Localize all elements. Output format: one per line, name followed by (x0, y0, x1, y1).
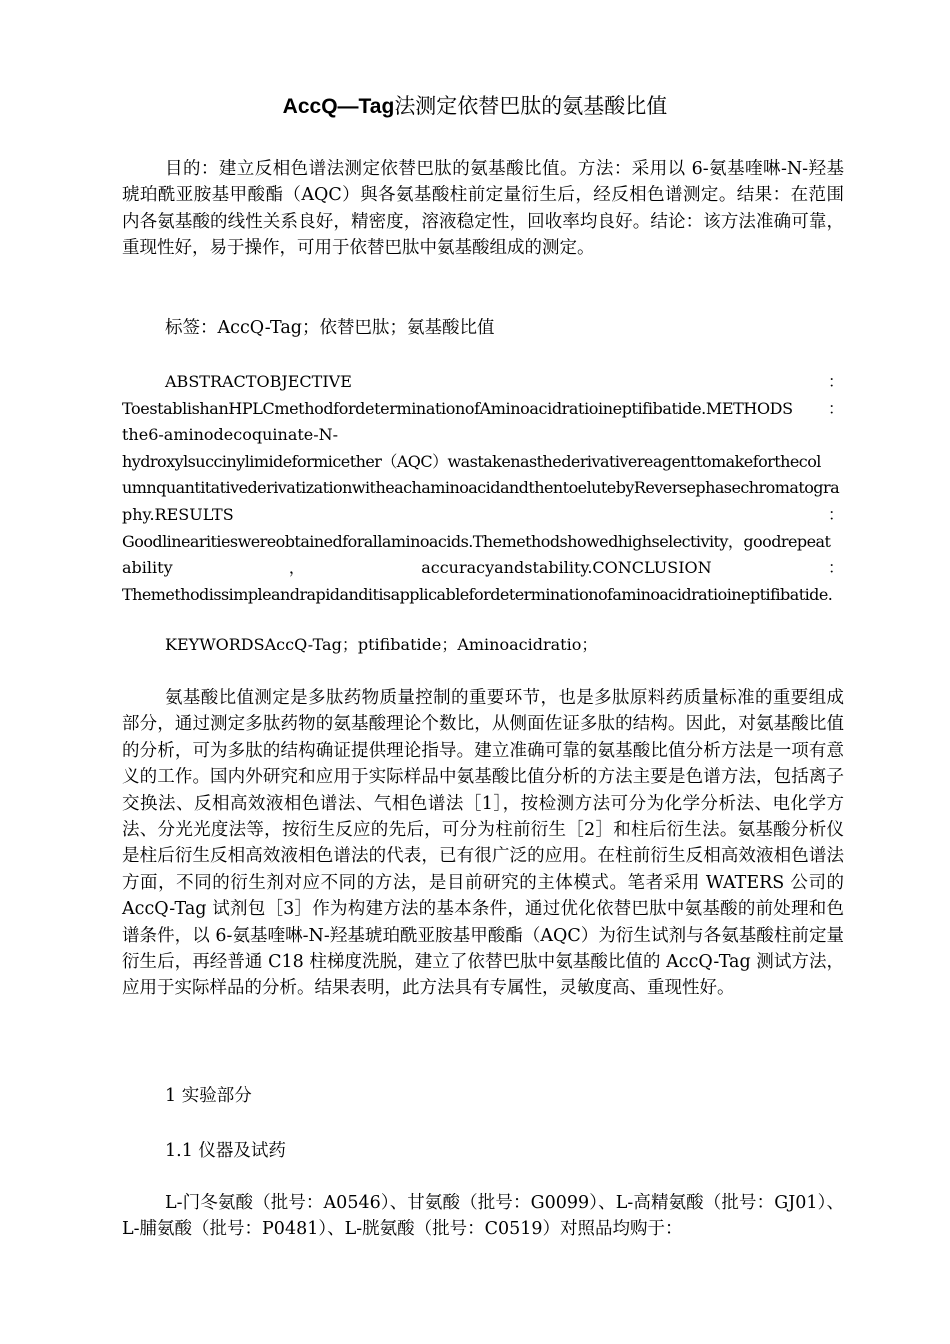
abstract-en-text: accuracyandstability.CONCLUSION (421, 558, 712, 578)
abstract-en-text: ， (288, 558, 305, 578)
abstract-en-line (122, 529, 844, 556)
abstract-en-text: ToestablishanHPLCmethodfordeterminationofAminoacidratioineptifibatide.METHODS (122, 398, 793, 418)
abstract-en-line (122, 449, 844, 476)
title-method-name: AccQ—Tag (282, 95, 395, 118)
document-title (0, 92, 950, 121)
introduction-paragraph: 氨基酸比值测定是多肽药物质量控制的重要环节，也是多肽原料药质量标准的重要组成部分，通过测定多肽药物的氨基酸理论个数比，从侧面佐证多肽的结构。因此，对氨基酸比值的分析，可为多肽的结构确证提供理论指导。建立准确可靠的氨基酸比值分析方法是一项有意义的工作。国内外研究和应用于实际样品中氨基酸比值分析的方法主要是色谱方法，包括离子交换法、反相高效液相色谱法、气相色谱法［1］，按检测方法可分为化学分析法、电化学方法、分光光度法等，按衍生反应的先后，可分为柱前衍生［2］和柱后衍生法。氨基酸分析仪是柱后衍生反相高效液相色谱法的代表，已有很广泛的应用。在柱前衍生反相高效液相色谱法方面，不同的衍生剂对应不同的方法，是目前研究的主体模式。笔者采用 WATERS 公司的 AccQ-Tag 试剂包［3］作为构建方法的基本条件，通过优化依替巴肽中氨基酸的前处理和色谱条件，以 6-氨基喹啉-N-羟基琥珀酰亚胺基甲酸酯（AQC）为衍生试剂与各氨基酸柱前定量衍生后，再经普通 C18 柱梯度洗脱，建立了依替巴肽中氨基酸比值的 AccQ-Tag 测试方法，应用于实际样品的分析。结果表明，此方法具有专属性，灵敏度高、重现性好。 (122, 688, 844, 999)
abstract-en-text: ability (122, 558, 173, 578)
tags-line: 标签：AccQ-Tag；依替巴肽；氨基酸比值 (165, 318, 495, 338)
abstract-en-text: umnquantitativederivatizationwitheachaminoacidandthentoelutebyReversephasechromatogra (122, 478, 840, 498)
section-heading-1: 1 实验部分 (165, 1086, 252, 1106)
abstract-en-line (122, 502, 844, 529)
abstract-en-text: ： (827, 504, 844, 524)
abstract-en-text: Goodlinearitieswereobtainedforallaminoacids.Themethodshowedhighselectivity，goodrepeat (122, 531, 831, 551)
abstract-en-line (122, 582, 844, 609)
abstract-english (122, 369, 844, 608)
abstract-en-line (122, 396, 844, 423)
abstract-en-line (122, 369, 844, 396)
abstract-en-text: ： (827, 558, 844, 578)
abstract-en-line (122, 475, 844, 502)
keywords-line: KEYWORDSAccQ-Tag；ptifibatide；Aminoacidratio； (165, 635, 598, 654)
abstract-en-text: phy.RESULTS (122, 504, 234, 524)
abstract-en-text: ABSTRACTOBJECTIVE (165, 372, 352, 391)
abstract-en-text: ： (827, 372, 844, 391)
abstract-en-text: Themethodissimpleandrapidanditisapplicablefordeterminationofaminoacidratioineptifibatide. (122, 584, 833, 604)
abstract-en-line (122, 555, 844, 582)
section-heading-1-1: 1.1 仪器及试药 (165, 1141, 286, 1161)
abstract-en-text: ： (827, 398, 844, 418)
reagents-paragraph: L-门冬氨酸（批号：A0546）、甘氨酸（批号：G0099）、L-高精氨酸（批号：GJ01）、L-脯氨酸（批号：P0481）、L-胱氨酸（批号：C0519）对照品均购于： (122, 1193, 844, 1240)
abstract-chinese: 目的：建立反相色谱法测定依替巴肽的氨基酸比值。方法：采用以 6-氨基喹啉-N-羟基琥珀酰亚胺基甲酸酯（AQC）與各氨基酸柱前定量衍生后，经反相色谱测定。结果：在范围内各氨基酸的线性关系良好，精密度，溶液稳定性，回收率均良好。结论：该方法准确可靠，重现性好，易于操作，可用于依替巴肽中氨基酸组成的测定。 (122, 159, 844, 259)
abstract-en-text: the6-aminodecoquinate-N- (122, 425, 339, 445)
abstract-en-line (122, 422, 844, 449)
abstract-en-text: hydroxylsuccinylimideformicether（AQC）wastakenasthederivativereagenttomakeforthecol (122, 451, 821, 471)
title-text: 法测定依替巴肽的氨基酸比值 (394, 94, 668, 118)
